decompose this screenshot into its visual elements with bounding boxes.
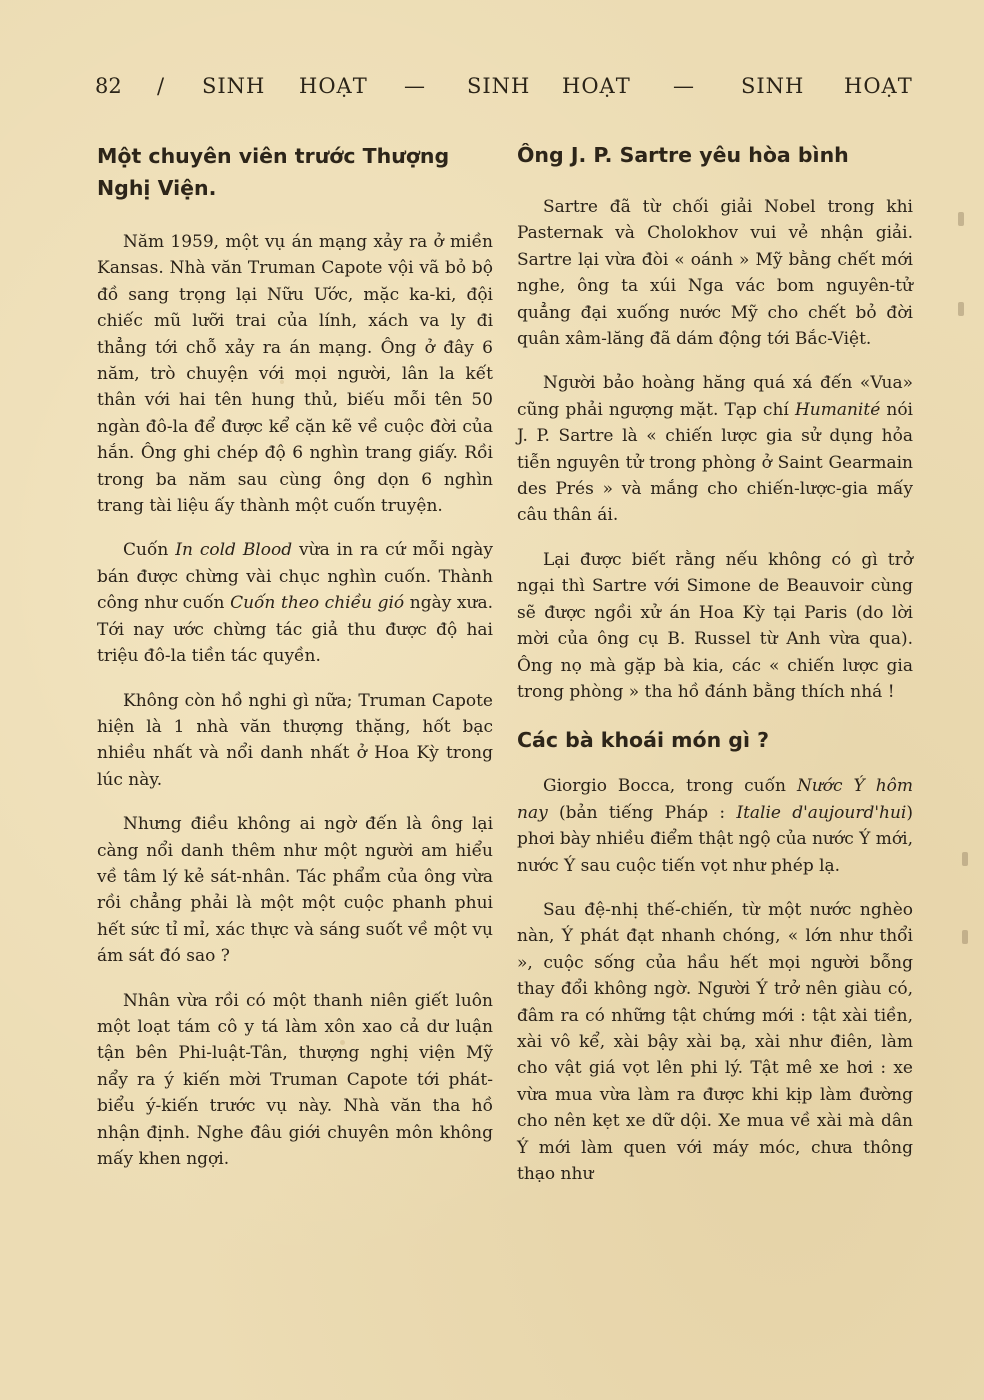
paragraph: Nhưng điều không ai ngờ đến là ông lại càng nổi danh thêm như một người am hiểu về tâm lý kẻ sát-nhân. Tác phẩm của ông vừa rồi chẳng phải là một một cuộc phanh phui hết sức tỉ mỉ, xác thực và sáng suốt về một vụ ám sát đó sao ? — [97, 814, 493, 967]
book-title: Italie d'aujourd'hui — [736, 802, 907, 823]
paragraph: Năm 1959, một vụ án mạng xảy ra ở miền Kansas. Nhà văn Truman Capote vội vã bỏ bộ đồ sang trọng lại Nữu Ước, mặc ka-ki, đội chiếc mũ lưỡi trai của lính, xách va ly đi thẳng tới chỗ xảy ra án mạng. Ông ở đây 6 năm, trò chuyện với mọi người, lân la kết thân với hai tên hung thủ, biếu mỗi tên 50 ngàn đô-la để được kể cặn kẽ về cuộc đời của hắn. Ông ghi chép độ 6 nghìn trang giấy. Rồi trong ba năm sau cùng ông dọn 6 nghìn trang tài liệu ấy thành một cuốn truyện. — [97, 232, 493, 517]
header-dash: — — [404, 74, 425, 98]
right-column — [517, 140, 913, 1187]
edge-mark — [962, 930, 968, 944]
header-word: SINH — [467, 74, 531, 98]
header-word: HOẠT — [562, 74, 631, 98]
paragraph: Sartre đã từ chối giải Nobel trong khi Pasternak và Cholokhov vui vẻ nhận giải. Sartre lại vừa đòi « oánh » Mỹ bằng chết mới nghe, ông ta xúi Nga vác bom nguyên-tử quẳng đại xuống nước Mỹ cho chết bỏ đời quân xâm-lăng đã dám động tới Bắc-Việt. — [517, 197, 913, 350]
header-word: SINH — [741, 74, 805, 98]
book-title: In cold Blood — [175, 540, 293, 561]
running-header — [95, 74, 913, 104]
paragraph: Lại được biết rằng nếu không có gì trở ngại thì Sartre với Simone de Beauvoir cùng sẽ được ngồi xử án Hoa Kỳ tại Paris (do lời mời của ông cụ B. Russel từ Anh vừa qua). Ông nọ mà gặp bà kia, các « chiến lược gia trong phòng » tha hồ đánh bằng thích nhá ! — [517, 549, 913, 702]
header-word: SINH — [202, 74, 266, 98]
paragraph: Giorgio Bocca, trong cuốn Nước Ý hôm nay (bản tiếng Pháp : Italie d'aujourd'hui) phơi bày nhiều điểm thật ngộ của nước Ý mới, nước Ý sau cuộc tiến vọt như phép lạ. — [517, 776, 913, 876]
header-word: HOẠT — [299, 74, 368, 98]
page-number: 82 — [95, 74, 122, 98]
article-title: Ông J. P. Sartre yêu hòa bình — [517, 143, 849, 167]
left-column — [97, 140, 493, 1172]
header-dash: — — [673, 74, 694, 98]
article-title: Các bà khoái món gì ? — [517, 728, 770, 753]
book-title: Cuốn theo chiều gió — [230, 593, 405, 614]
header-word: HOẠT — [844, 74, 913, 98]
book-title: Nước Ý hôm nay — [517, 776, 913, 823]
paragraph: Nhân vừa rồi có một thanh niên giết luôn một loạt tám cô y tá làm xôn xao cả dư luận tận bên Phi-luật-Tân, thượng nghị viện Mỹ nẩy ra ý kiến mời Truman Capote tới phát-biểu ý-kiến trước vụ này. Nhà văn tha hồ nhận định. Nghe đâu giới chuyên môn không mấy khen ngợi. — [97, 990, 493, 1169]
paragraph: Sau đệ-nhị thế-chiến, từ một nước nghèo nàn, Ý phát đạt nhanh chóng, « lớn như thổi », cuộc sống của hầu hết mọi người bỗng thay đổi không ngờ. Người Ý trở nên giàu có, đâm ra có những tật chứng mới : tật xài tiền, xài vô kể, xài bậy xài bạ, xài như điên, làm cho vật giá vọt lên phi lý. Tật mê xe hơi : xe vừa mua vừa làm ra được khi kịp làm đường cho nên kẹt xe dữ dội. Xe mua về xài mà dân Ý mới làm quen với máy móc, chưa thông thạo như — [517, 899, 913, 1184]
magazine-title: Humanité — [794, 399, 881, 420]
paragraph: Cuốn In cold Blood vừa in ra cứ mỗi ngày bán được chừng vài chục nghìn cuốn. Thành công như cuốn Cuốn theo chiều gió ngày xưa. Tới nay ước chừng tác giả thu được độ hai triệu đô-la tiền tác quyền. — [97, 540, 494, 667]
header-separator: / — [157, 74, 165, 98]
article-title: Một chuyên viên trước Thượng Nghị Viện. — [97, 144, 450, 200]
edge-mark — [958, 302, 964, 316]
edge-mark — [962, 852, 968, 866]
paragraph: Không còn hồ nghi gì nữa; Truman Capote hiện là 1 nhà văn thượng thặng, hốt bạc nhiều nhất và nổi danh nhất ở Hoa Kỳ trong lúc này. — [97, 690, 493, 790]
edge-mark — [958, 212, 964, 226]
paragraph: Người bảo hoàng hăng quá xá đến «Vua» cũng phải ngượng mặt. Tạp chí Humanité nói J. P. Sartre là « chiến lược gia sử dụng hỏa tiễn nguyên tử trong phòng ở Saint Gearmain des Prés » và mắng cho chiến-lược-gia mấy câu thân ái. — [517, 373, 913, 526]
